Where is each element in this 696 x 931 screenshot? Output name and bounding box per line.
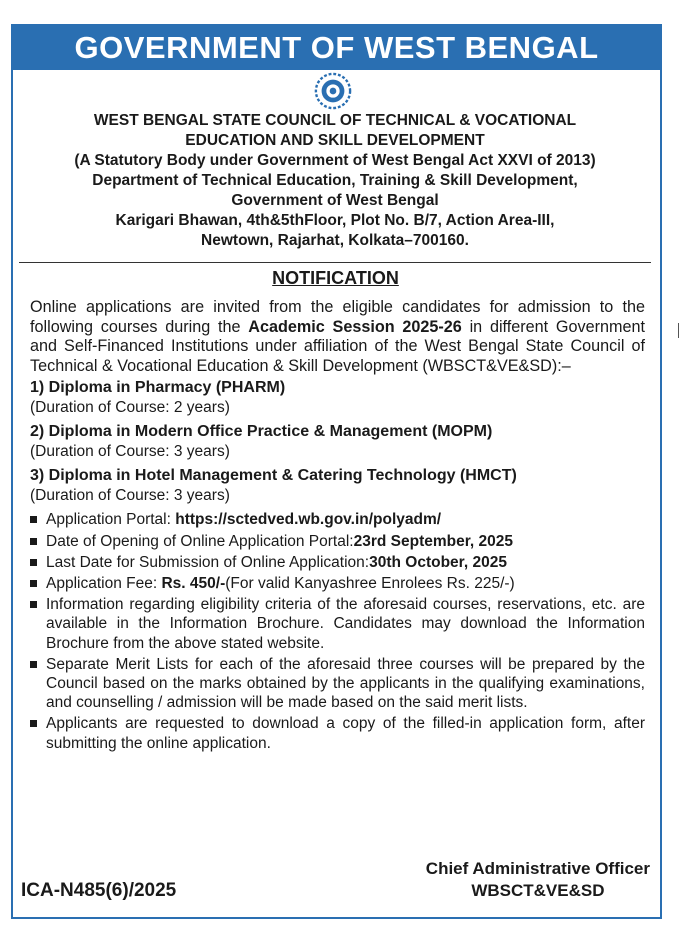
signatory-title: Chief Administrative Officer — [425, 859, 650, 878]
intro-text: Online applications are invited from the eligible candidates for admission to the following courses during the — [30, 298, 645, 336]
info-list — [30, 510, 645, 752]
notification-body — [30, 298, 645, 755]
list-item: Applicants are requested to download a copy of the filled-in application form, after submitting the online application. — [30, 714, 645, 752]
list-item: Separate Merit Lists for each of the aforesaid three courses will be prepared by the Council based on the marks obtained by the applicants in the qualifying examinations, and counselling / admission will be made based on the said merit lists. — [30, 655, 645, 713]
intro-paragraph — [30, 298, 645, 376]
header-line: Government of West Bengal — [231, 192, 439, 209]
course-title: 2) Diploma in Modern Office Practice & Management (MOPM) — [30, 423, 493, 441]
list-item: Date of Opening of Online Application Portal:23rd September, 2025 — [30, 532, 645, 551]
bullet-icon — [30, 538, 37, 545]
portal-link[interactable]: https://sctedved.wb.gov.in/polyadm/ — [175, 511, 442, 529]
notification-title: NOTIFICATION — [272, 268, 399, 288]
opening-date: 23rd September, 2025 — [353, 532, 514, 550]
course-duration: (Duration of Course: 3 years) — [30, 487, 230, 505]
government-banner: GOVERNMENT OF WEST BENGAL — [13, 26, 660, 70]
bullet-icon — [30, 661, 37, 668]
list-item: Application Portal: https://sctedved.wb.gov.in/polyadm/ — [30, 510, 645, 529]
council-emblem-icon — [314, 72, 352, 110]
application-fee: Rs. 450/- — [161, 574, 226, 592]
signatory-org: WBSCT&VE&SD — [471, 881, 605, 900]
course-duration: (Duration of Course: 3 years) — [30, 443, 230, 461]
academic-session: Academic Session 2025-26 — [248, 317, 462, 336]
header-line: WEST BENGAL STATE COUNCIL OF TECHNICAL & VOCATIONAL — [93, 112, 577, 129]
bullet-icon — [30, 720, 37, 727]
last-date: 30th October, 2025 — [369, 553, 507, 571]
bullet-icon — [30, 601, 37, 608]
header-divider — [19, 262, 651, 263]
header-line: Newtown, Rajarhat, Kolkata–700160. — [201, 232, 469, 249]
header-line: (A Statutory Body under Government of West Bengal Act XXVI of 2013) — [74, 152, 596, 169]
course-title: 1) Diploma in Pharmacy (PHARM) — [30, 379, 286, 397]
signatory-block — [426, 858, 650, 902]
reference-number: ICA-N485(6)/2025 — [21, 880, 177, 901]
list-item: Information regarding eligibility criteria of the aforesaid courses, reservations, etc. are available in the Information Brochure. Candidates may download the Information Brochure from the above stated website. — [30, 595, 645, 653]
list-item: Application Fee: Rs. 450/-(For valid Kanyashree Enrolees Rs. 225/-) — [30, 574, 645, 593]
header-line: Karigari Bhawan, 4th&5thFloor, Plot No. B/7, Action Area-III, — [115, 212, 555, 229]
course-duration: (Duration of Course: 2 years) — [30, 399, 230, 417]
course-title: 3) Diploma in Hotel Management & Catering Technology (HMCT) — [30, 467, 517, 485]
list-item: Last Date for Submission of Online Application:30th October, 2025 — [30, 553, 645, 572]
header-line: EDUCATION AND SKILL DEVELOPMENT — [185, 132, 485, 149]
council-header — [20, 111, 650, 251]
scan-artifact-divider — [678, 323, 679, 338]
bullet-icon — [30, 559, 37, 566]
intro-text: in different Government and Self-Financed Institutions under affiliation of the West Bengal State Council of Technical & Vocational Education & Skill Development (WBSCT&VE&SD):– — [30, 317, 645, 375]
header-line: Department of Technical Education, Training & Skill Development, — [92, 172, 578, 189]
bullet-icon — [30, 516, 37, 523]
bullet-icon — [30, 580, 37, 587]
